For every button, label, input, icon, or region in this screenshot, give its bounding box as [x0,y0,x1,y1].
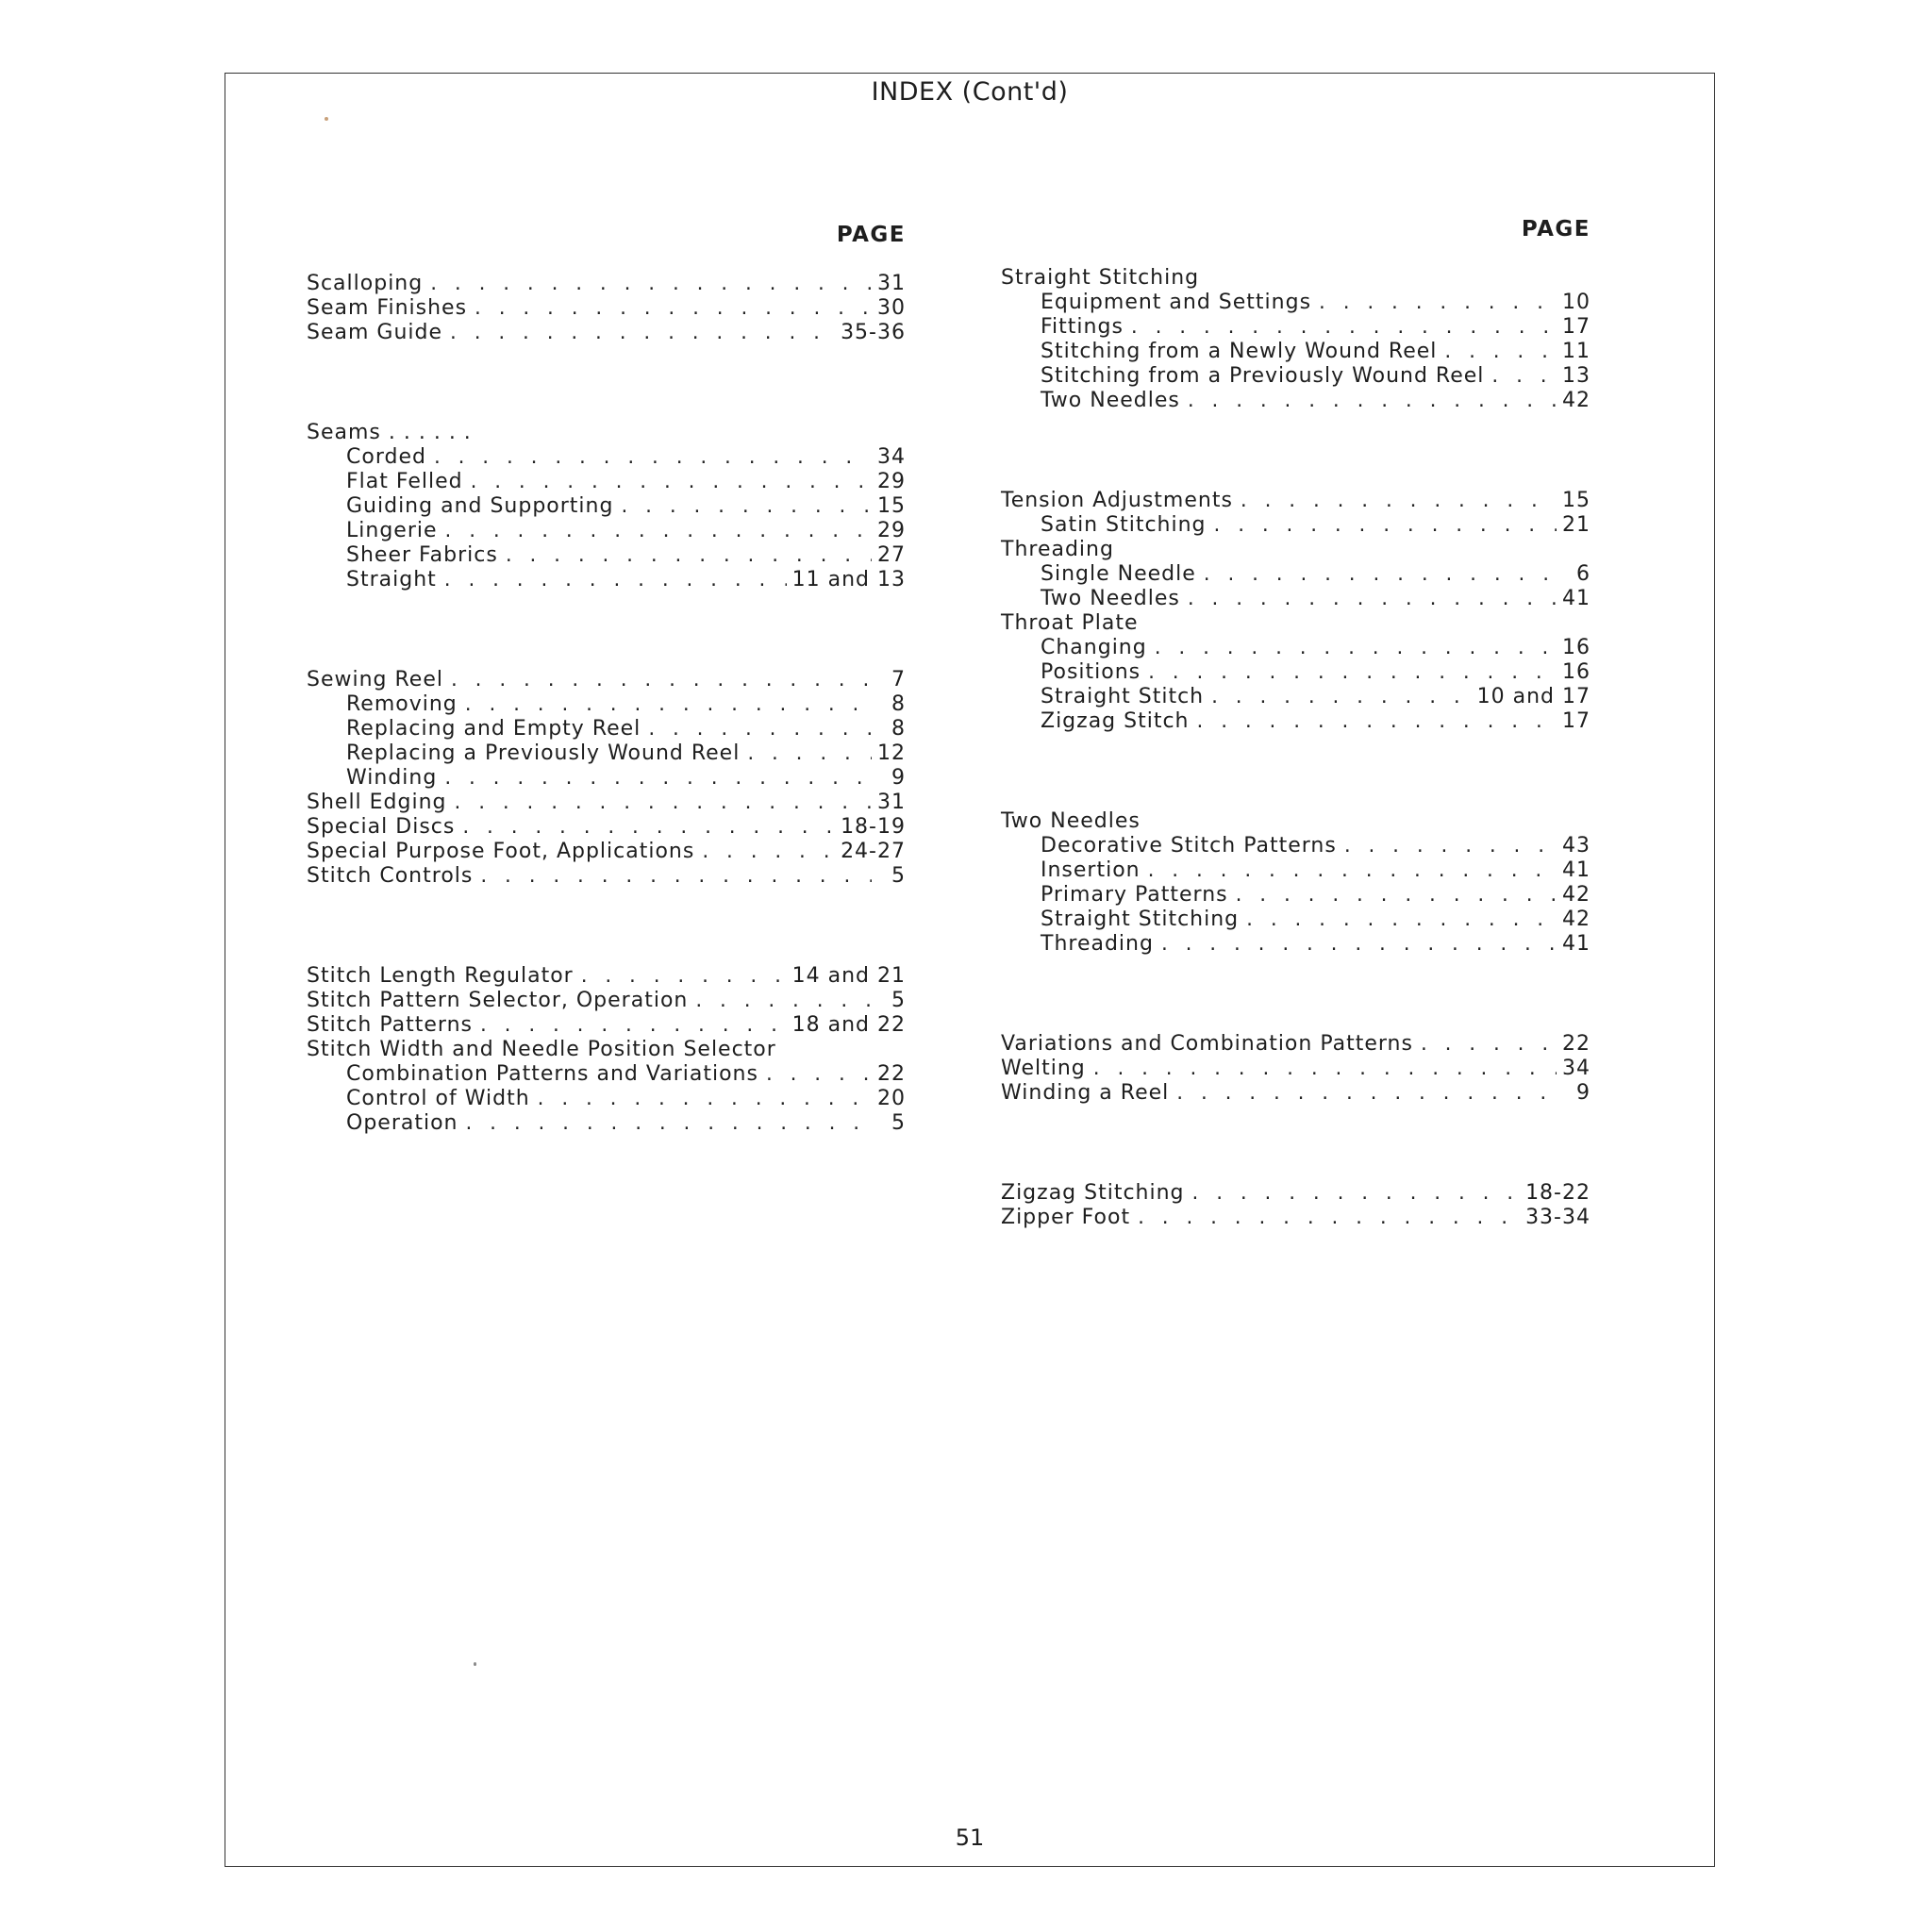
entry-page-number: 31 [877,791,906,814]
index-subentry [307,470,906,494]
dot-leader [1209,686,1472,710]
dot-leader [1146,859,1557,884]
index-entry [1001,809,1591,834]
dot-leader [1317,291,1557,316]
index-subentry [1001,834,1591,858]
index-entry [1001,1032,1591,1057]
entry-label: Stitching from a Previously Wound Reel [1041,364,1485,388]
entry-page-number: 20 [877,1087,906,1110]
dot-leader [764,1063,872,1088]
entry-label: Straight Stitch [1041,685,1205,708]
entry-page-number: 15 [1562,489,1591,512]
entry-page-number: 42 [1562,389,1591,412]
index-column-right [1001,217,1591,1306]
index-subentry [1001,513,1591,538]
dot-leader [428,273,872,297]
entry-label: Two Needles [1001,809,1141,833]
entry-label: Seam Finishes [307,296,468,320]
index-subentry [307,692,906,717]
index-subentry [1001,587,1591,611]
dot-leader [448,322,835,346]
dot-leader [442,767,872,791]
entry-label: Special Purpose Foot, Applications [307,840,695,863]
dot-leader [579,965,787,990]
dot-leader [1191,1182,1521,1207]
index-subentry [1001,883,1591,908]
index-subentry [1001,562,1591,587]
index-subentry [1001,685,1591,709]
entry-page-number: 22 [1562,1032,1591,1056]
entry-page-number: 18-22 [1525,1181,1591,1205]
entry-page-number: 10 [1562,291,1591,314]
page-column-header: PAGE [1521,217,1591,242]
index-entry [307,296,906,321]
index-entry [307,840,906,864]
entry-page-number: 18 and 22 [791,1013,906,1037]
entry-label: Straight [346,568,437,591]
dot-leader [700,841,835,865]
entry-label: Straight Stitching [1041,908,1240,931]
paper-blemish [325,117,328,121]
entry-label: Zigzag Stitching [1001,1181,1185,1205]
entry-page-number: 9 [1576,1081,1591,1105]
entry-label: Decorative Stitch Patterns [1041,834,1337,858]
index-entry [307,321,906,345]
entry-label: Guiding and Supporting [346,494,614,518]
entry-page-number: 5 [891,864,906,888]
entry-page-number: 42 [1562,908,1591,931]
entry-label: Shell Edging [307,791,447,814]
index-entry [307,1013,906,1038]
entry-label: Winding [346,766,438,790]
dot-leader [478,1014,787,1039]
index-subentry [307,494,906,519]
entry-label: Primary Patterns [1041,883,1228,907]
index-subentry [307,568,906,592]
entry-label: Tension Adjustments [1001,489,1233,512]
entry-page-number: 16 [1562,660,1591,684]
index-subentry [1001,340,1591,364]
entry-page-number: 21 [1562,513,1591,537]
entry-page-number: 5 [891,989,906,1012]
entry-label: Stitch Controls [307,864,474,888]
entry-label: Lingerie [346,519,438,542]
entry-page-number: 41 [1562,858,1591,882]
index-entry [307,864,906,889]
dot-leader [453,791,872,816]
dot-leader [1136,1207,1520,1231]
index-entry [1001,611,1591,636]
dot-leader [536,1088,872,1112]
dot-leader [443,520,872,544]
index-entry [307,989,906,1013]
entry-page-number: 41 [1562,932,1591,956]
entry-page-number: 17 [1562,709,1591,733]
entry-label: Flat Felled [346,470,463,493]
index-subentry [1001,908,1591,932]
entry-page-number: 8 [891,717,906,741]
index-subentry [307,519,906,543]
entry-page-number: 43 [1562,834,1591,858]
entry-page-number: 41 [1562,587,1591,610]
entry-page-number: 13 [1562,364,1591,388]
entry-label: Equipment and Settings [1041,291,1312,314]
dot-leader [1129,316,1557,341]
dot-leader [1153,637,1557,661]
entry-label: Straight Stitching [1001,266,1200,290]
entry-label: Welting [1001,1057,1086,1080]
dot-leader [1490,365,1557,390]
entry-label: Replacing and Empty Reel [346,717,641,741]
dot-leader [693,990,872,1014]
index-entry [307,272,906,296]
entry-label: Sheer Fabrics [346,543,498,567]
index-group [1001,809,1591,957]
index-subentry [1001,636,1591,660]
entry-label: Fittings [1041,315,1124,339]
entry-page-number: 29 [877,470,906,493]
entry-label: Combination Patterns and Variations [346,1062,758,1086]
entry-label: Zigzag Stitch [1041,709,1190,733]
entry-label: Seams . . . . . . [307,421,472,444]
entry-page-number: 7 [891,668,906,691]
index-entry [307,421,906,445]
index-subentry [1001,709,1591,734]
dot-leader [1212,514,1557,539]
index-entry [1001,266,1591,291]
entry-label: Seam Guide [307,321,443,344]
index-entry [1001,1181,1591,1206]
dot-leader [432,446,872,471]
index-entry [307,668,906,692]
entry-page-number: 33-34 [1525,1206,1591,1229]
index-subentry [1001,291,1591,315]
paper-blemish [474,1662,476,1666]
entry-page-number: 5 [891,1111,906,1135]
index-entry [307,815,906,840]
index-entry [1001,1206,1591,1230]
entry-page-number: 10 and 17 [1476,685,1591,708]
dot-leader [460,816,835,841]
entry-label: Stitching from a Newly Wound Reel [1041,340,1438,363]
entry-page-number: 24-27 [841,840,906,863]
entry-page-number: 12 [877,741,906,765]
entry-page-number: 8 [891,692,906,716]
dot-leader [449,669,872,693]
entry-label: Two Needles [1041,389,1180,412]
entry-page-number: 11 and 13 [791,568,906,591]
entry-page-number: 22 [877,1062,906,1086]
entry-page-number: 35-36 [841,321,906,344]
index-group [307,421,906,592]
index-subentry [1001,364,1591,389]
dot-leader [1239,490,1557,514]
index-subentry [1001,932,1591,957]
entry-label: Variations and Combination Patterns [1001,1032,1413,1056]
dot-leader [1186,588,1557,612]
entry-label: Threading [1001,538,1114,561]
dot-leader [1186,390,1557,414]
index-entry [307,964,906,989]
dot-leader [1146,661,1557,686]
index-subentry [307,1111,906,1136]
entry-page-number: 27 [877,543,906,567]
entry-page-number: 34 [1562,1057,1591,1080]
entry-page-number: 14 and 21 [791,964,906,988]
entry-page-number: 9 [891,766,906,790]
entry-page-number: 31 [877,272,906,295]
entry-label: Special Discs [307,815,456,839]
dot-leader [1442,341,1557,365]
index-group [307,964,906,1136]
entry-label: Stitch Width and Needle Position Selector [307,1038,776,1061]
dot-leader [504,544,872,569]
entry-label: Removing [346,692,458,716]
index-entry [307,1038,906,1062]
entry-label: Zipper Foot [1001,1206,1131,1229]
index-subentry [1001,858,1591,883]
entry-label: Control of Width [346,1087,530,1110]
index-subentry [307,741,906,766]
dot-leader [442,569,787,593]
entry-page-number: 11 [1562,340,1591,363]
page-title: INDEX (Cont'd) [871,77,1069,107]
index-column-left [307,223,906,1211]
entry-label: Winding a Reel [1001,1081,1170,1105]
entry-page-number: 18-19 [841,815,906,839]
entry-label: Positions [1041,660,1141,684]
dot-leader [473,297,872,322]
dot-leader [1419,1033,1557,1058]
dot-leader [619,495,872,520]
index-subentry [307,1062,906,1087]
dot-leader [1159,933,1557,958]
dot-leader [646,718,872,742]
entry-label: Stitch Length Regulator [307,964,574,988]
index-group [1001,266,1591,413]
index-entry [307,791,906,815]
index-entry [1001,1081,1591,1106]
index-subentry [307,445,906,470]
index-subentry [1001,315,1591,340]
index-group [1001,1181,1591,1230]
dot-leader [1091,1058,1557,1082]
index-subentry [1001,660,1591,685]
page-number: 51 [955,1824,985,1851]
entry-page-number: 30 [877,296,906,320]
entry-label: Throat Plate [1001,611,1139,635]
dot-leader [745,742,872,767]
index-group [1001,1032,1591,1106]
index-entry [1001,1057,1591,1081]
entry-page-number: 42 [1562,883,1591,907]
index-entry [1001,538,1591,562]
entry-page-number: 15 [877,494,906,518]
dot-leader [1195,710,1557,735]
dot-leader [1202,563,1557,588]
entry-page-number: 16 [1562,636,1591,659]
index-group [307,272,906,345]
entry-page-number: 29 [877,519,906,542]
entry-page-number: 17 [1562,315,1591,339]
index-subentry [307,1087,906,1111]
entry-label: Corded [346,445,426,469]
dot-leader [1234,884,1557,908]
index-group [307,668,906,889]
entry-page-number: 6 [1576,562,1591,586]
dot-leader [1174,1082,1557,1107]
dot-leader [463,1112,872,1137]
entry-label: Two Needles [1041,587,1180,610]
index-subentry [1001,389,1591,413]
entry-label: Operation [346,1111,458,1135]
index-subentry [307,543,906,568]
dot-leader [469,471,872,495]
index-entry [1001,489,1591,513]
entry-label: Sewing Reel [307,668,443,691]
entry-label: Changing [1041,636,1147,659]
dot-leader [478,865,872,890]
index-subentry [307,717,906,741]
entry-label: Stitch Pattern Selector, Operation [307,989,689,1012]
index-group [1001,489,1591,734]
dot-leader [1244,908,1557,933]
entry-label: Scalloping [307,272,424,295]
entry-label: Insertion [1041,858,1141,882]
entry-label: Satin Stitching [1041,513,1207,537]
dot-leader [463,693,872,718]
index-subentry [307,766,906,791]
entry-label: Threading [1041,932,1154,956]
entry-label: Stitch Patterns [307,1013,473,1037]
entry-label: Single Needle [1041,562,1196,586]
entry-page-number: 34 [877,445,906,469]
page-column-header: PAGE [836,223,906,247]
dot-leader [1342,835,1557,859]
entry-label: Replacing a Previously Wound Reel [346,741,741,765]
